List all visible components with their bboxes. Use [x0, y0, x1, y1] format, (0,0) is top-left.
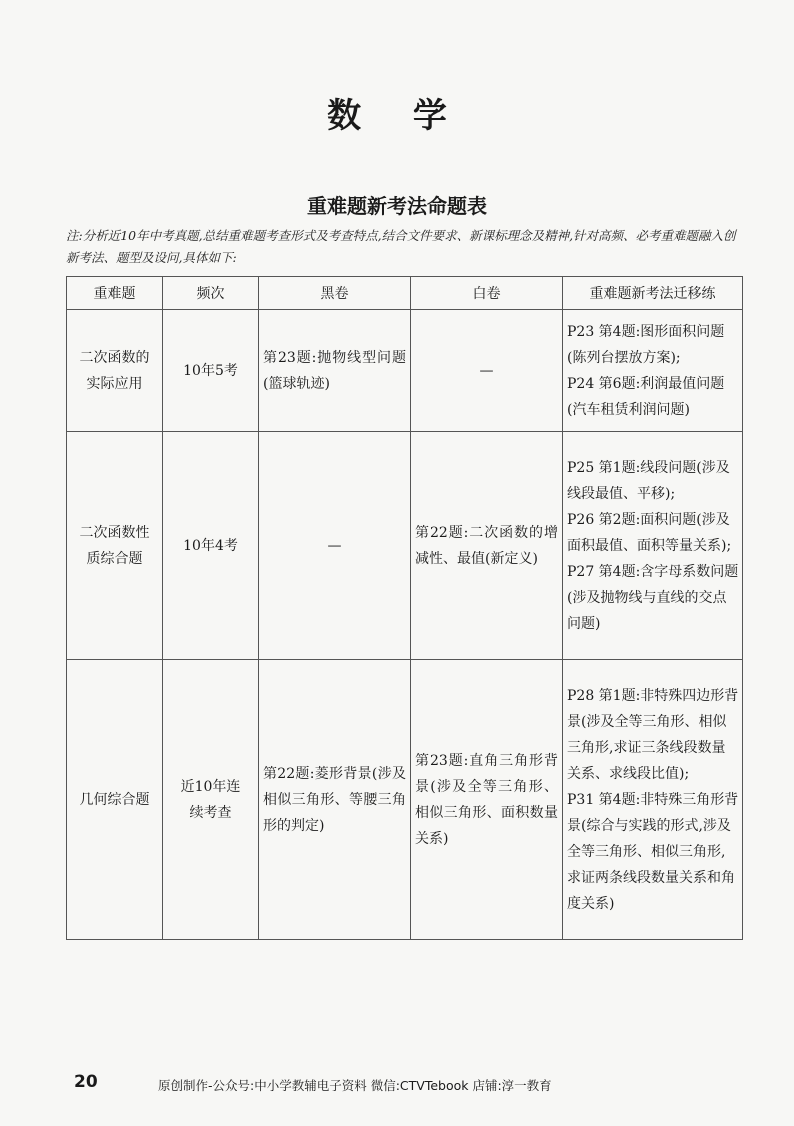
intro-note: 注:分析近10年中考真题,总结重难题考查形式及考查特点,结合文件要求、新课标理念及精神,针对高频、必考重难题融入创新考法、题型及设问,具体如下: [66, 228, 736, 265]
table-header-row [67, 277, 743, 310]
header-migration-practice: 重难题新考法迁移练 [563, 277, 743, 310]
topic-cell: 二次函数性质综合题 [67, 432, 163, 660]
page-number: 20 [74, 1072, 98, 1092]
black-paper-cell: 第23题:抛物线型问题(篮球轨迹) [259, 310, 411, 432]
frequency-cell: 近10年连续考查 [163, 660, 259, 940]
header-black-paper: 黑卷 [259, 277, 411, 310]
frequency-cell: 10年4考 [163, 432, 259, 660]
migration-item: P31 第4题:非特殊三角形背景(综合与实践的形式,涉及全等三角形、相似三角形,求证两条线段数量关系和角度关系) [567, 791, 739, 912]
white-paper-cell: 第22题:二次函数的增减性、最值(新定义) [411, 432, 563, 660]
white-paper-cell: 第23题:直角三角形背景(涉及全等三角形、相似三角形、面积数量关系) [411, 660, 563, 940]
table-title: 重难题新考法命题表 [307, 194, 487, 218]
black-paper-cell: 第22题:菱形背景(涉及相似三角形、等腰三角形的判定) [259, 660, 411, 940]
topics-table [66, 276, 743, 940]
topic-cell: 几何综合题 [67, 660, 163, 940]
migration-item: P25 第1题:线段问题(涉及线段最值、平移); [567, 459, 730, 502]
table-row [67, 660, 743, 940]
topic-cell: 二次函数的实际应用 [67, 310, 163, 432]
table-row [67, 432, 743, 660]
header-topic: 重难题 [67, 277, 163, 310]
migration-item: P28 第1题:非特殊四边形背景(涉及全等三角形、相似三角形,求证三条线段数量关系、求线段比值); [567, 687, 739, 782]
migration-item: P26 第2题:面积问题(涉及面积最值、面积等量关系); [567, 511, 732, 554]
page-title: 数 学 [327, 96, 467, 136]
migration-item: P23 第4题:图形面积问题(陈列台摆放方案); [567, 323, 725, 366]
migration-cell [563, 432, 743, 660]
migration-item: P27 第4题:含字母系数问题(涉及抛物线与直线的交点问题) [567, 563, 739, 632]
migration-cell [563, 660, 743, 940]
footer-credit: 原创制作-公众号:中小学教辅电子资料 微信:CTVTebook 店铺:淳一教育 [158, 1078, 552, 1093]
white-paper-cell: — [411, 310, 563, 432]
migration-item: P24 第6题:利润最值问题(汽车租赁利润问题) [567, 375, 725, 418]
header-frequency: 频次 [163, 277, 259, 310]
black-paper-cell: — [259, 432, 411, 660]
table-row [67, 310, 743, 432]
frequency-cell: 10年5考 [163, 310, 259, 432]
header-white-paper: 白卷 [411, 277, 563, 310]
migration-cell [563, 310, 743, 432]
